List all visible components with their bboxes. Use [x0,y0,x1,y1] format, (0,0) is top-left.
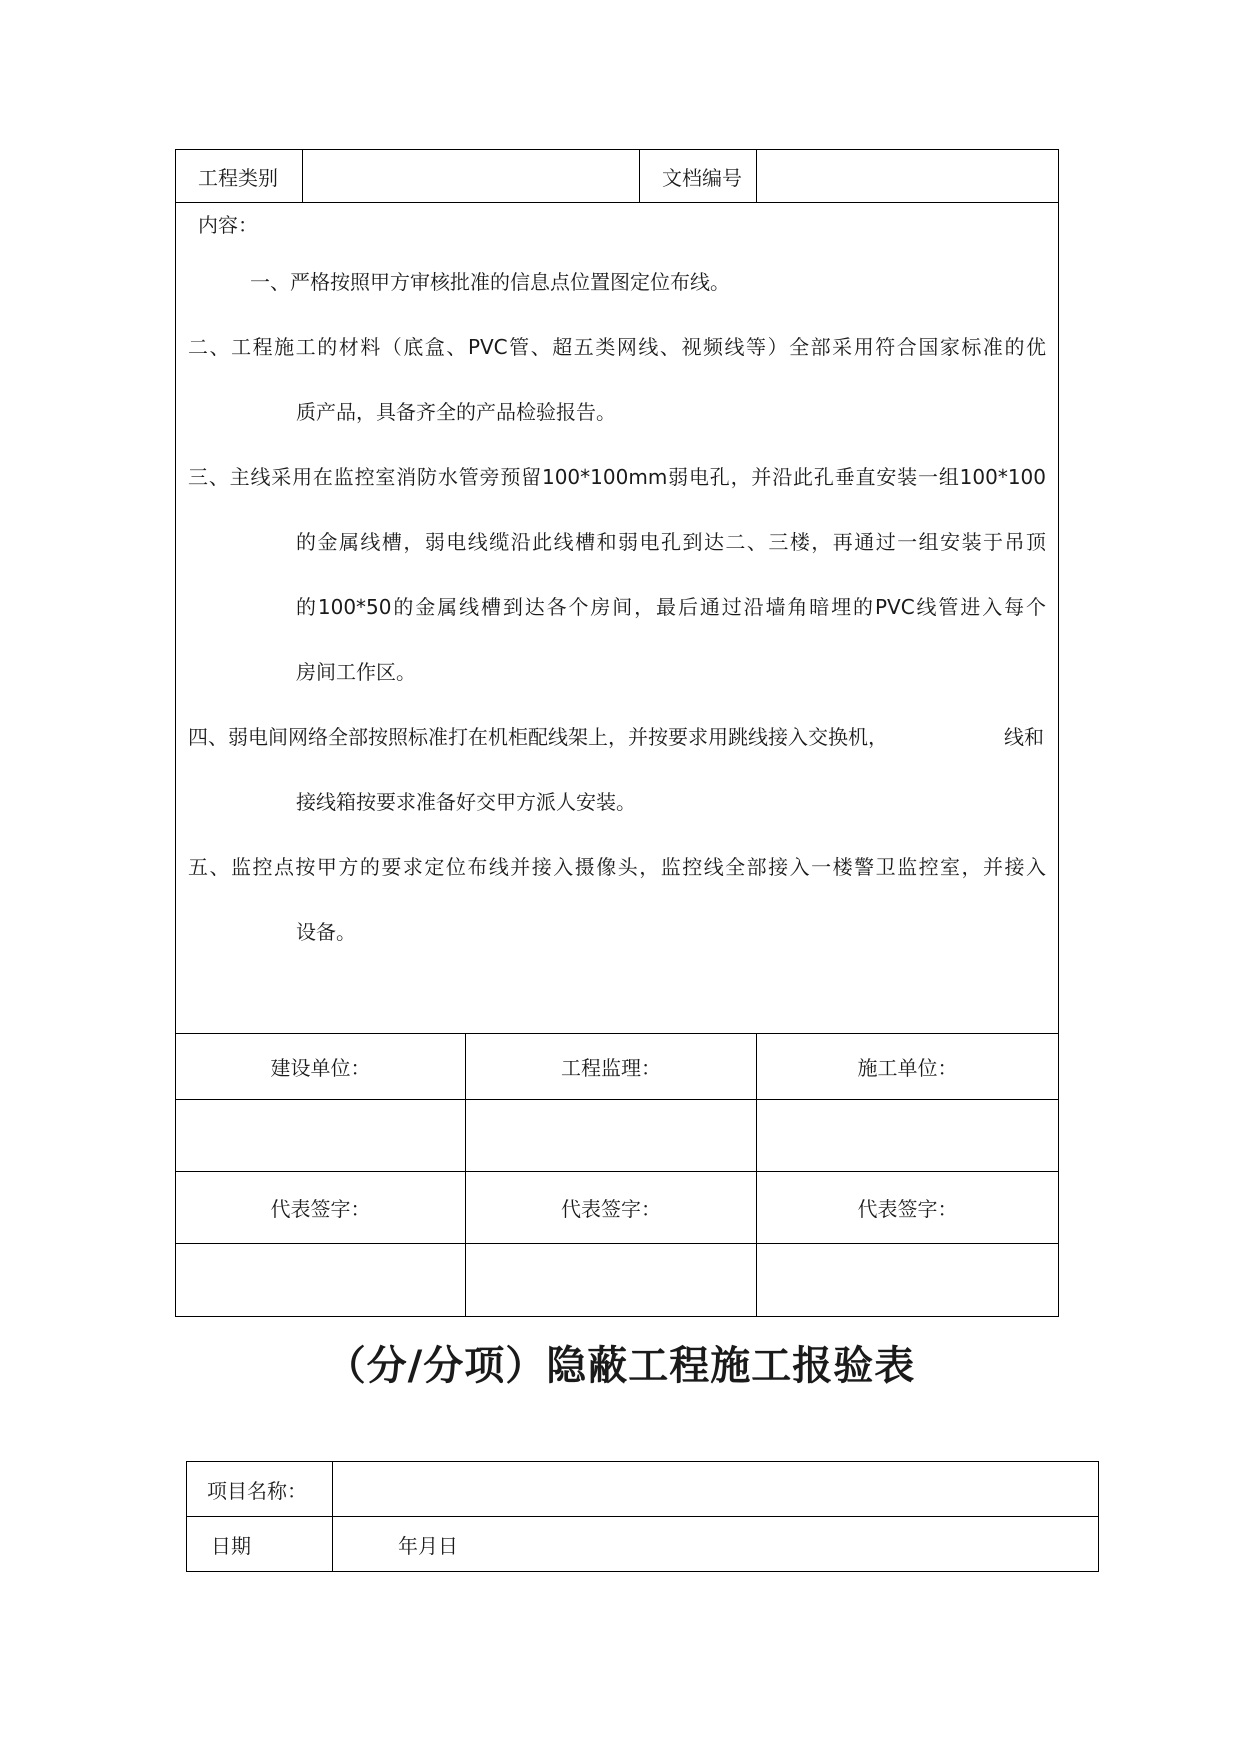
contractor-signature-field[interactable] [757,1244,1059,1317]
supervisor-signature-label: 代表签字： [466,1172,757,1244]
content-line-8: 四、弱电间网络全部按照标准打在机柜配线架上，并按要求用跳线接入交换机， [188,725,888,749]
content-label: 内容： [198,213,258,237]
owner-signature-label: 代表签字： [176,1172,466,1244]
project-name-label: 项目名称： [187,1462,333,1517]
info-table [186,1461,1099,1572]
contractor-signature-label: 代表签字： [757,1172,1059,1244]
docno-field[interactable] [757,150,1059,203]
supervisor-label: 工程监理： [466,1034,757,1100]
content-line-7: 房间工作区。 [296,660,416,684]
content-line-3: 质产品，具备齐全的产品检验报告。 [296,400,616,424]
supervisor-field[interactable] [466,1100,757,1172]
content-line-9: 接线箱按要求准备好交甲方派人安装。 [296,790,636,814]
category-field[interactable] [303,150,640,203]
content-cell [176,203,1059,1034]
supervisor-signature-field[interactable] [466,1244,757,1317]
content-line-1: 一、严格按照甲方审核批准的信息点位置图定位布线。 [250,270,730,294]
main-form-table [175,149,1059,1317]
content-line-10: 五、监控点按甲方的要求定位布线并接入摄像头，监控线全部接入一楼警卫监控室，并接入 [188,855,1046,879]
owner-signature-field[interactable] [176,1244,466,1317]
content-line-8-tail: 线和 [1004,725,1044,749]
owner-field[interactable] [176,1100,466,1172]
content-line-4: 三、主线采用在监控室消防水管旁预留100*100mm弱电孔，并沿此孔垂直安装一组100*100 [188,465,1046,489]
content-line-6: 的100*50的金属线槽到达各个房间，最后通过沿墙角暗埋的PVC线管进入每个 [296,595,1046,619]
document-title: （分/分项）隐蔽工程施工报验表 [325,1343,916,1389]
content-line-2: 二、工程施工的材料（底盒、PVC管、超五类网线、视频线等）全部采用符合国家标准的优 [188,335,1046,359]
date-field[interactable]: 年月日 [333,1517,1099,1572]
content-line-11: 设备。 [296,920,356,944]
owner-label: 建设单位： [176,1034,466,1100]
category-label: 工程类别 [176,150,303,203]
date-label: 日期 [187,1517,333,1572]
contractor-label: 施工单位： [757,1034,1059,1100]
contractor-field[interactable] [757,1100,1059,1172]
content-line-5: 的金属线槽，弱电线缆沿此线槽和弱电孔到达二、三楼，再通过一组安装于吊顶 [296,530,1046,554]
docno-label: 文档编号 [640,150,757,203]
project-name-field[interactable] [333,1462,1099,1517]
